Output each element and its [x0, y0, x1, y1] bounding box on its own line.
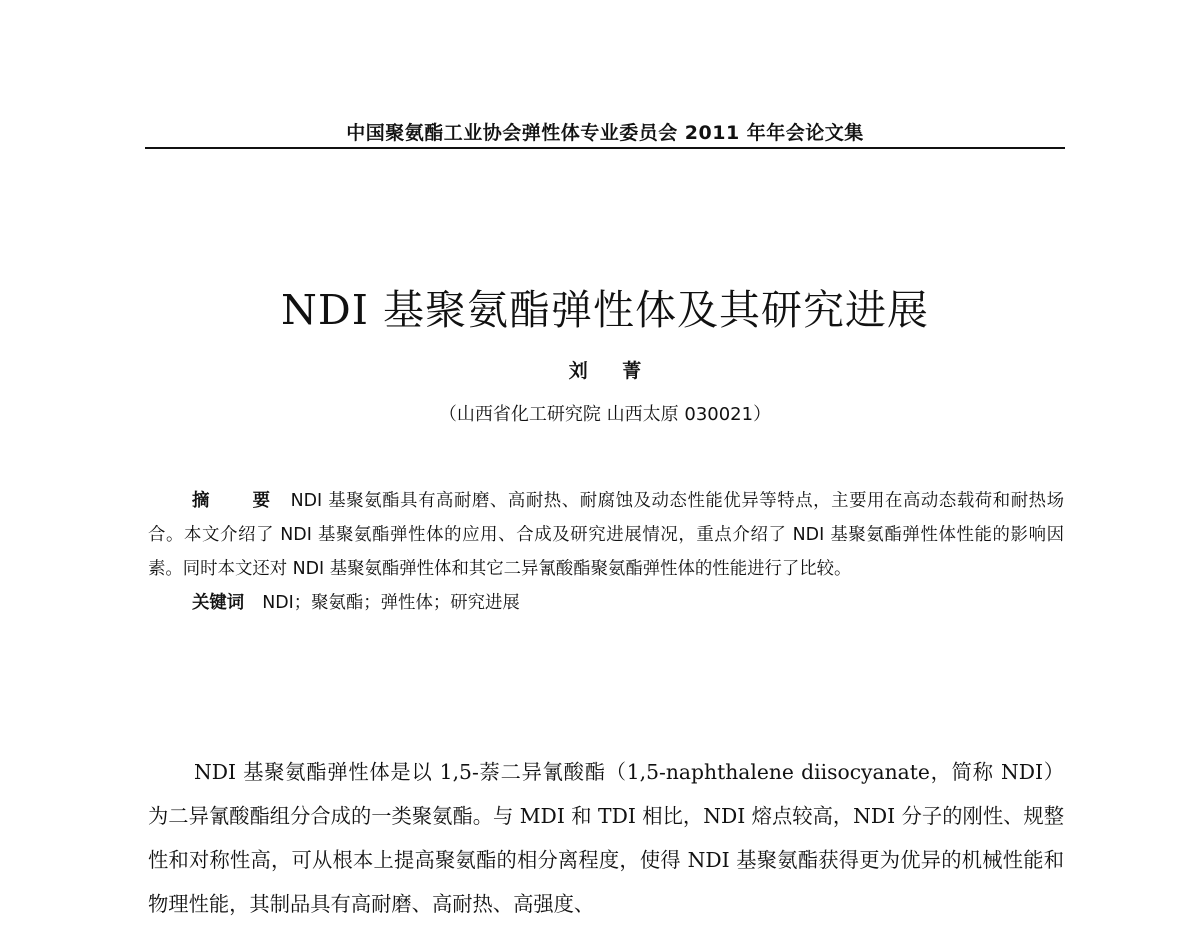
- running-header: 中国聚氨酯工业协会弹性体专业委员会 2011 年年会论文集: [346, 122, 864, 144]
- keywords-line: [148, 586, 1064, 620]
- author-affiliation: （山西省化工研究院 山西太原 030021）: [438, 404, 772, 425]
- abstract-text: NDI 基聚氨酯具有高耐磨、高耐热、耐腐蚀及动态性能优异等特点，主要用在高动态载荷和耐热场合。本文介绍了 NDI 基聚氨酯弹性体的应用、合成及研究进展情况，重点介绍了 NDI 基聚氨酯弹性体性能的影响因素。同时本文还对 NDI 基聚氨酯弹性体和其它二异氰酸酯聚氨酯弹性体的性能进行了比较。: [148, 491, 1065, 579]
- keywords-label: 关键词: [192, 593, 245, 613]
- author-name: 刘 菁: [568, 360, 656, 382]
- header-rule: [145, 147, 1065, 149]
- abstract-label: 摘 要: [192, 491, 289, 511]
- abstract-section: [148, 484, 1064, 620]
- keywords-text: NDI；聚氨酯；弹性体；研究进展: [262, 593, 520, 613]
- paper-title: NDI 基聚氨酯弹性体及其研究进展: [281, 286, 929, 334]
- body-section: [148, 750, 1064, 926]
- abstract-paragraph: [148, 484, 1064, 586]
- body-paragraph: NDI 基聚氨酯弹性体是以 1,5-萘二异氰酸酯（1,5-naphthalene diisocyanate，简称 NDI）为二异氰酸酯组分合成的一类聚氨酯。与 MDI 和 TDI 相比，NDI 熔点较高，NDI 分子的刚性、规整性和对称性高，可从根本上提高聚氨酯的相分离程度，使得 NDI 基聚氨酯获得更为优异的机械性能和物理性能，其制品具有高耐磨、高耐热、高强度、: [148, 760, 1064, 916]
